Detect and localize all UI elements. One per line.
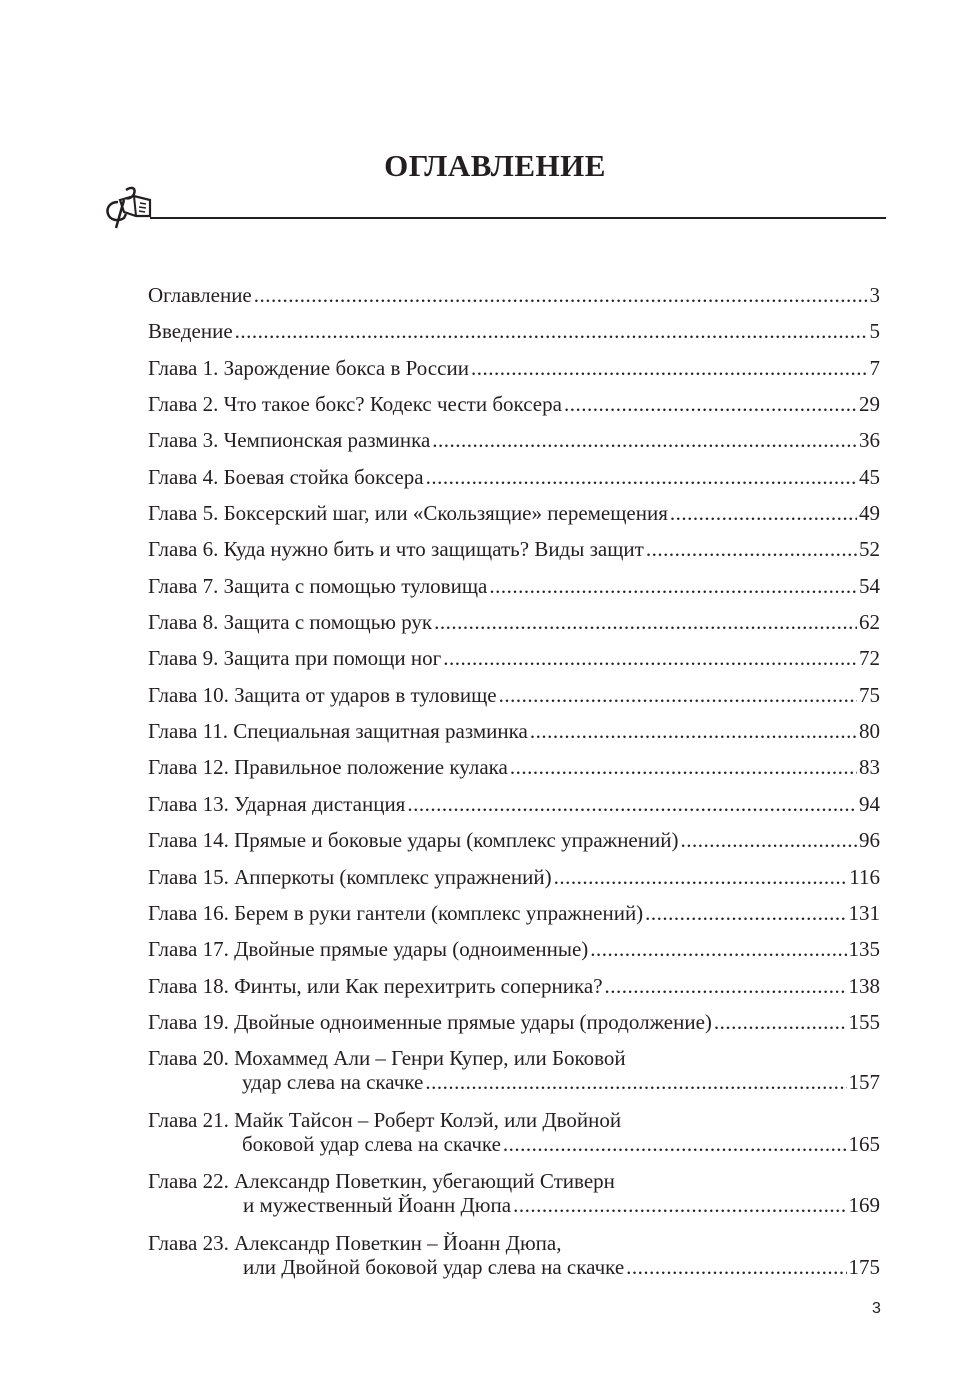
dot-leader [471,356,868,380]
toc-entry-title: Глава 4. Боевая стойка боксера [148,464,424,489]
dot-leader [670,501,857,525]
toc-page-number: 7 [869,355,880,380]
toc-entry-title: Глава 11. Специальная защитная разминка [148,719,528,744]
toc-entry-title: Глава 7. Защита с помощью туловища [148,573,488,598]
toc-entry-title: Глава 15. Апперкоты (комплекс упражнений) [148,864,552,889]
dot-leader [680,828,857,852]
dot-leader [443,646,857,670]
toc-page-number: 80 [859,719,880,744]
dot-leader [235,319,868,343]
toc-entry-title-continued: удар слева на скачке [242,1070,424,1095]
toc-entry-chapter-5[interactable] [148,501,880,537]
dot-leader [564,392,857,416]
toc-entry-title: Глава 6. Куда нужно бить и что защищать? Виды защит [148,537,644,562]
toc-page-number: 29 [859,392,880,417]
toc-entry-chapter-21[interactable] [148,1108,880,1170]
page-folio-number: 3 [872,1300,881,1317]
toc-entry-title: Глава 23. Александр Поветкин – Йоанн Дюпа, [148,1230,562,1255]
toc-entry-title: Глава 1. Зарождение бокса в России [148,355,469,380]
dot-leader [499,683,857,707]
toc-entry-chapter-2[interactable] [148,392,880,428]
toc-entry-chapter-13[interactable] [148,792,880,828]
toc-entry-title: Глава 20. Мохаммед Али – Генри Купер, или Боковой [148,1046,626,1071]
dot-leader [434,610,857,634]
toc-entry-chapter-17[interactable] [148,937,880,973]
toc-page-number: 175 [848,1254,880,1279]
dot-leader [426,465,857,489]
toc-entry-chapter-23[interactable] [148,1231,880,1293]
toc-page-number: 94 [859,791,880,816]
dot-leader [510,755,857,779]
toc-entry-chapter-14[interactable] [148,828,880,864]
dot-leader [605,974,847,998]
toc-entry-title: Глава 9. Защита при помощи ног [148,646,442,671]
toc-entry-title: Глава 13. Ударная дистанция [148,791,406,816]
toc-entry-chapter-16[interactable] [148,901,880,937]
dot-leader [503,1132,847,1156]
toc-entry-chapter-10[interactable] [148,683,880,719]
toc-page-number: 138 [848,973,880,998]
dot-leader [425,1070,846,1094]
toc-entry-chapter-8[interactable] [148,610,880,646]
dot-leader [645,901,846,925]
toc-page-number: 131 [848,900,880,925]
toc-page-number: 49 [859,501,880,526]
dot-leader [407,792,857,816]
toc-entry-title: Введение [148,319,233,344]
dot-leader [489,574,857,598]
toc-entry-contents[interactable] [148,283,880,319]
toc-page-number: 3 [869,283,880,307]
toc-entry-chapter-7[interactable] [148,574,880,610]
dot-leader [714,1010,847,1034]
toc-entry-chapter-9[interactable] [148,646,880,682]
toc-page-number: 169 [848,1193,880,1218]
toc-entry-chapter-3[interactable] [148,428,880,464]
toc-entry-title-continued: боковой удар слева на скачке [242,1131,501,1156]
toc-page-number: 62 [859,610,880,635]
toc-entry-title: Глава 16. Берем в руки гантели (комплекс упражнений) [148,900,644,925]
toc-entry-title: Глава 3. Чемпионская разминка [148,428,431,453]
page-title: ОГЛАВЛЕНИЕ [384,148,606,183]
toc-entry-introduction[interactable] [148,319,880,355]
toc-page-number: 5 [869,319,880,344]
quill-pen-icon [104,186,154,232]
toc-entry-title-continued: или Двойной боковой удар слева на скачке [243,1254,625,1279]
toc-page-number: 36 [859,428,880,453]
dot-leader [646,537,857,561]
toc-page-number: 52 [859,537,880,562]
table-of-contents [148,283,880,1292]
toc-entry-chapter-12[interactable] [148,755,880,791]
toc-page-number: 157 [848,1070,880,1095]
toc-entry-chapter-11[interactable] [148,719,880,755]
toc-page-number: 165 [848,1131,880,1156]
toc-entry-chapter-1[interactable] [148,356,880,392]
toc-entry-title: Глава 17. Двойные прямые удары (одноименные) [148,937,589,962]
toc-page-number: 116 [849,864,880,889]
toc-entry-title: Глава 2. Что такое бокс? Кодекс чести боксера [148,392,562,417]
toc-entry-chapter-20[interactable] [148,1046,880,1108]
toc-entry-title: Глава 12. Правильное положение кулака [148,755,508,780]
toc-entry-title: Глава 8. Защита с помощью рук [148,610,433,635]
toc-entry-title: Оглавление [148,283,252,307]
toc-entry-chapter-22[interactable] [148,1169,880,1231]
dot-leader [590,937,846,961]
toc-entry-chapter-19[interactable] [148,1010,880,1046]
title-underline [150,217,886,219]
toc-page-number: 155 [848,1009,880,1034]
toc-entry-chapter-15[interactable] [148,865,880,901]
toc-entry-title: Глава 18. Финты, или Как перехитрить соперника? [148,973,603,998]
dot-leader [530,719,857,743]
toc-entry-title: Глава 14. Прямые и боковые удары (комплекс упражнений) [148,828,679,853]
dot-leader [626,1255,846,1279]
toc-entry-title: Глава 21. Майк Тайсон – Роберт Колэй, или Двойной [148,1107,622,1132]
toc-page-number: 72 [859,646,880,671]
toc-page-number: 96 [859,828,880,853]
toc-entry-chapter-18[interactable] [148,974,880,1010]
toc-entry-title: Глава 22. Александр Поветкин, убегающий Стиверн [148,1169,615,1194]
toc-page-number: 83 [859,755,880,780]
toc-entry-chapter-4[interactable] [148,465,880,501]
toc-page-number: 45 [859,464,880,489]
toc-entry-chapter-6[interactable] [148,537,880,573]
dot-leader [554,865,848,889]
toc-entry-title: Глава 5. Боксерский шаг, или «Скользящие» перемещения [148,501,668,526]
toc-entry-title: Глава 10. Защита от ударов в туловище [148,682,497,707]
toc-page-number: 135 [848,937,880,962]
dot-leader [513,1193,846,1217]
toc-entry-title-continued: и мужественный Йоанн Дюпа [243,1193,512,1218]
toc-entry-title: Глава 19. Двойные одноименные прямые удары (продолжение) [148,1009,712,1034]
dot-leader [432,428,857,452]
toc-page-number: 54 [859,573,880,598]
dot-leader [254,283,868,307]
toc-page-number: 75 [859,682,880,707]
